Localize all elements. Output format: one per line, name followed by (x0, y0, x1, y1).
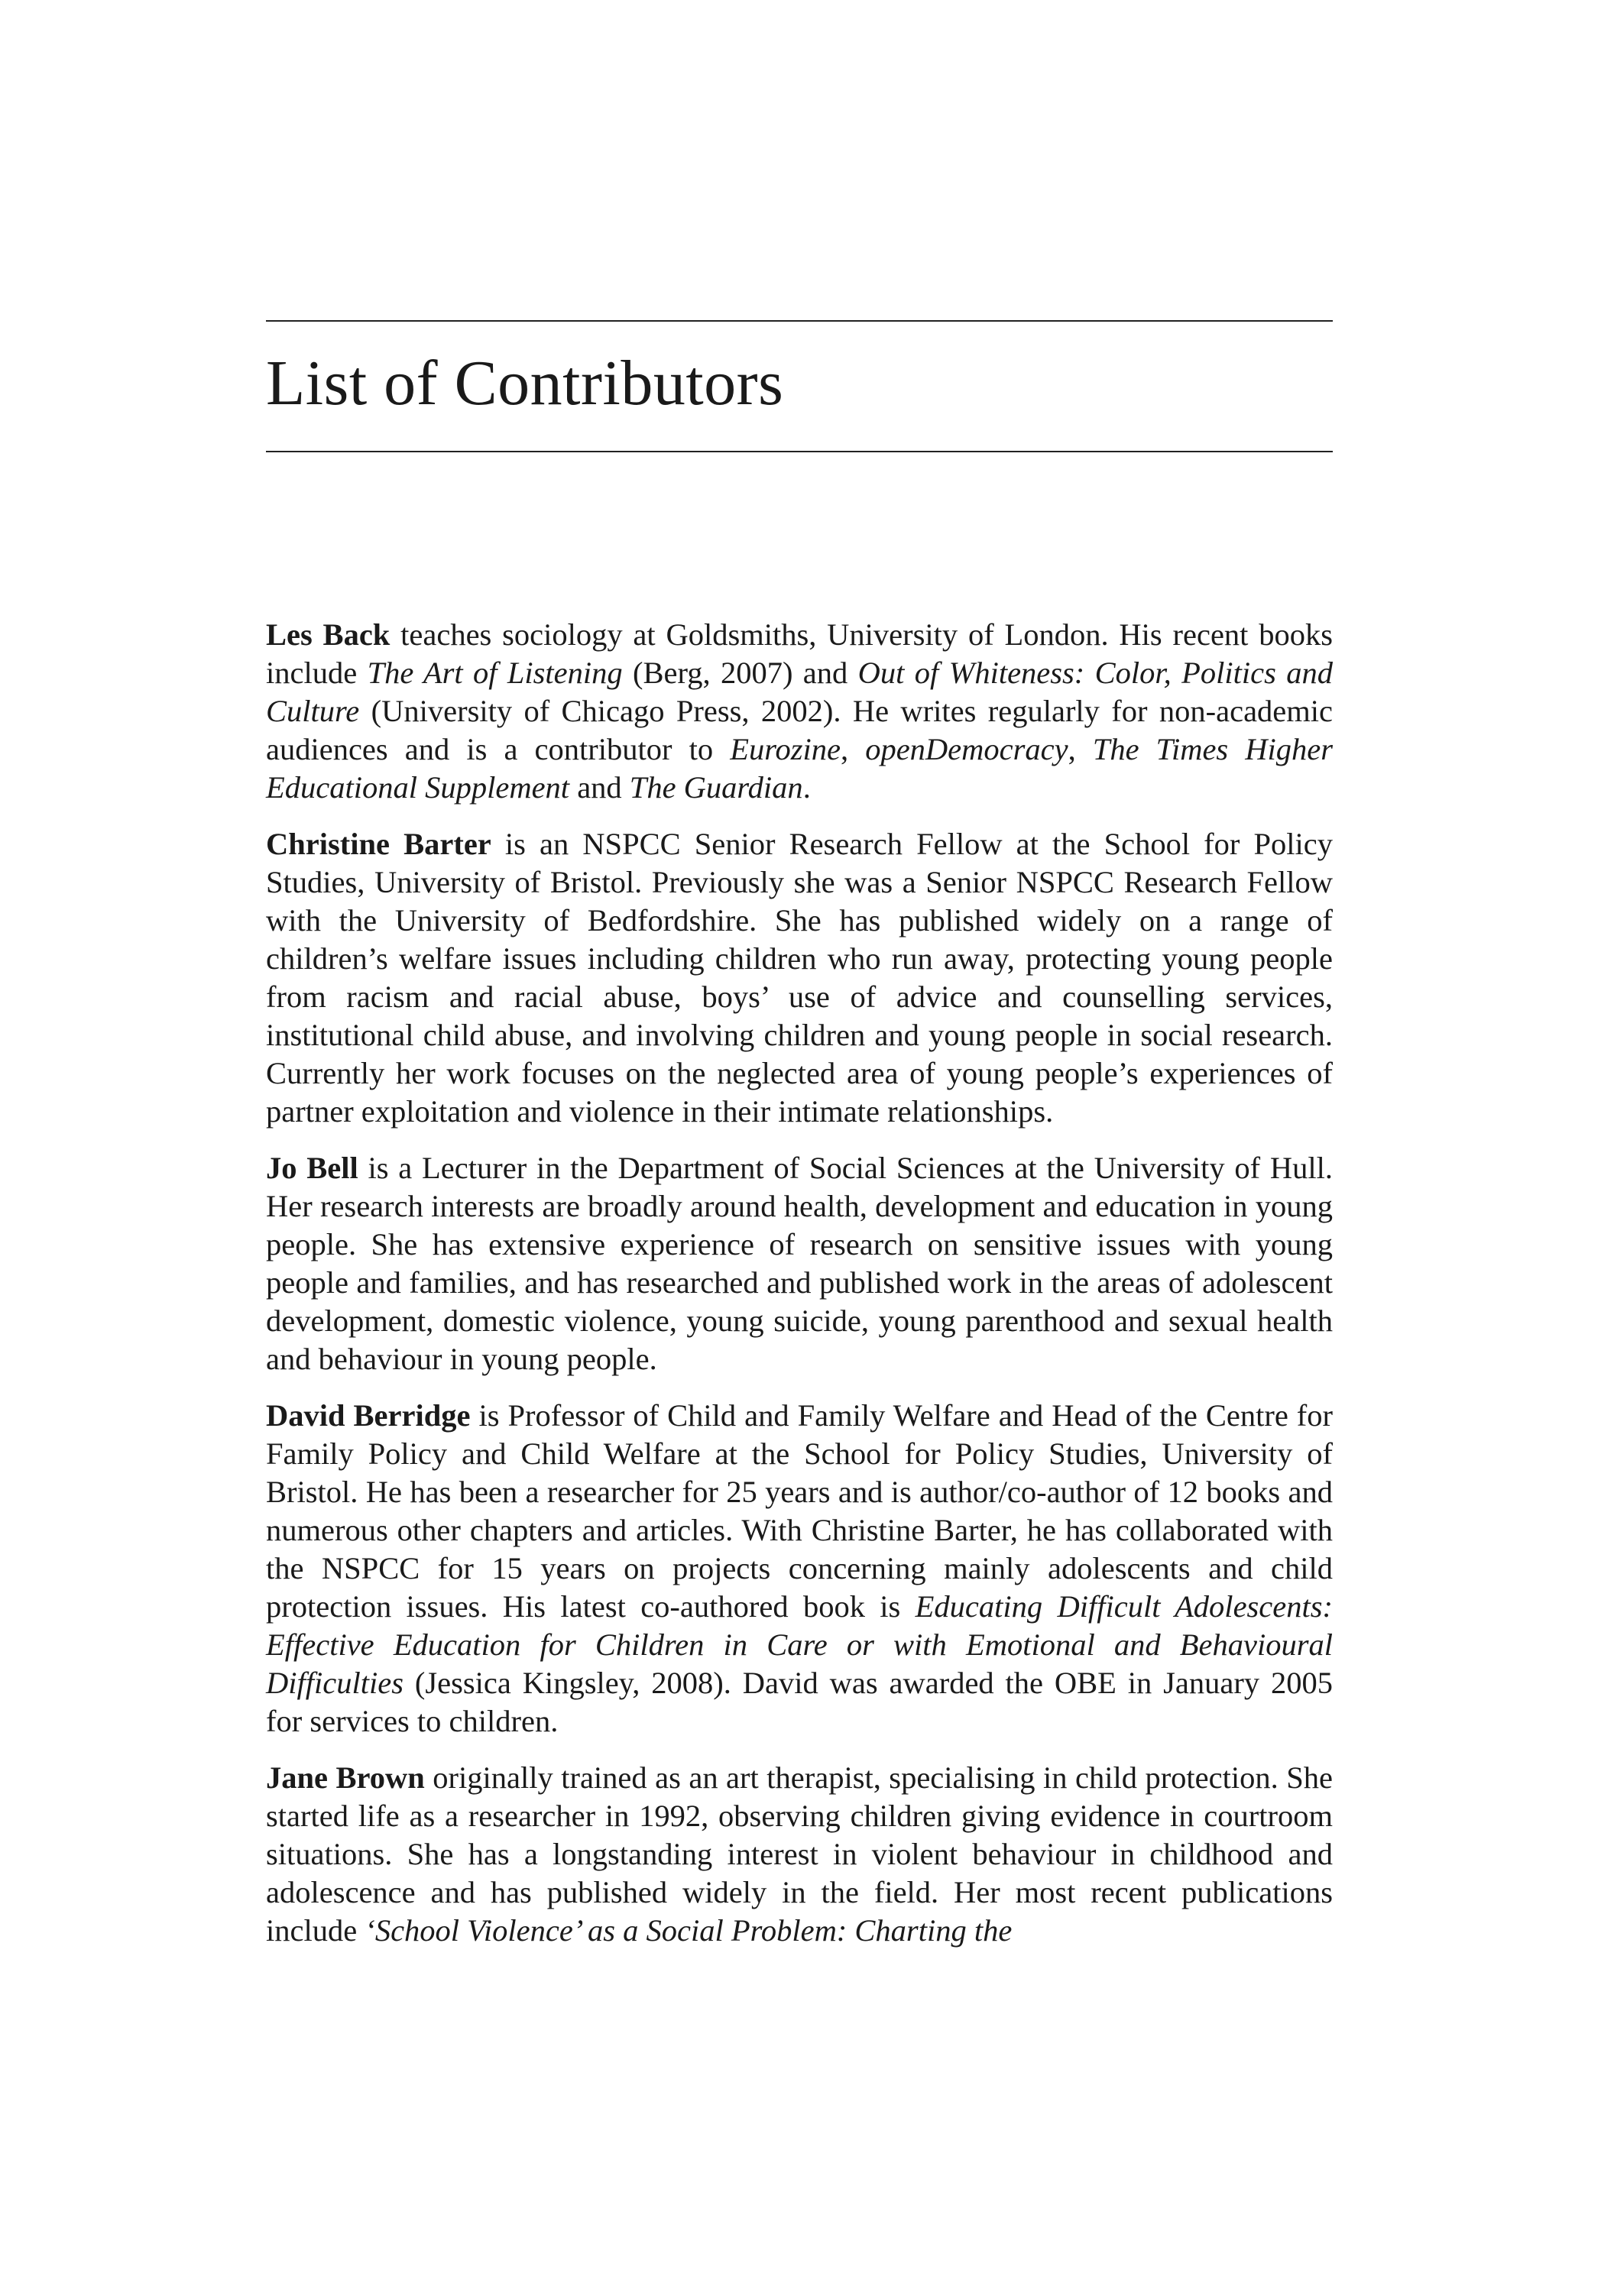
bio-text: teaches sociology at Goldsmiths, University of London. His recent books include (266, 617, 1333, 690)
italic-title: Out of Whiteness: Color, Politics and Culture (266, 656, 1333, 728)
contributor-name: Les Back (266, 617, 391, 652)
italic-title: ‘School Violence’ as a Social Problem: Charting the (365, 1913, 1013, 1948)
italic-title: The Guardian (629, 770, 803, 805)
bio-text: (University of Chicago Press, 2002). He writes regularly for non-academic audiences and is a contributor to (266, 694, 1333, 766)
contributor-entry (266, 616, 1333, 807)
bio-text: is a Lecturer in the Department of Social Sciences at the University of Hull. Her research interests are broadly around health, development and education in young people. She has extensive experience of research on sensitive issues with young people and families, and has researched and published work in the areas of adolescent development, domestic violence, young suicide, young parenthood and sexual health and behaviour in young people. (266, 1151, 1333, 1376)
contributor-entry (266, 1397, 1333, 1741)
contributor-entry (266, 1759, 1333, 1950)
bio-text: is Professor of Child and Family Welfare and Head of the Centre for Family Policy and Child Welfare at the School for Policy Studies, University of Bristol. He has been a researcher for 25 years and is author/​co-author of 12 books and numerous other chapters and articles. With Christine Barter, he has collaborated with the NSPCC for 15 years on projects concerning mainly adolescents and child protection issues. His latest co-authored book is (266, 1398, 1333, 1624)
italic-title: Educating Difficult Adolescents: Effective Education for Children in Care or with Emotional and Behavioural Difficulties (266, 1589, 1334, 1700)
contributor-entry (266, 825, 1333, 1131)
italic-title: The Times Higher Educational Supplement (266, 732, 1334, 805)
contributor-name: David Berridge (266, 1398, 471, 1433)
bio-text: originally trained as an art therapist, specialising in child protection. She started life as a researcher in 1992, observing children giving evidence in courtroom situations. She has a longstanding interest in violent behaviour in childhood and adolescence and has published widely in the field. Her most recent publications include (266, 1760, 1333, 1948)
contributor-name: Jane Brown (266, 1760, 425, 1795)
bio-text: , (840, 732, 866, 766)
bio-text: (Berg, 2007) and (622, 656, 858, 690)
bio-text: . (802, 770, 811, 805)
bio-text: , (1068, 732, 1093, 766)
bio-text: is an NSPCC Senior Research Fellow at the School for Policy Studies, University of Bristol. Previously she was a Senior NSPCC Research Fellow with the University of Bedfordshire. She has published widely on a range of children’s welfare issues including children who run away, protecting young people from racism and racial abuse, boys’ use of advice and counselling services, institutional child abuse, and involving children and young people in social research. Currently her work focuses on the neglected area of young people’s experiences of partner exploitation and violence in their intimate relationships. (266, 827, 1333, 1129)
bio-text: and (569, 770, 630, 805)
title-rule-top (266, 320, 1333, 322)
italic-title: The Art of Listening (367, 656, 623, 690)
contributor-name: Jo Bell (266, 1151, 358, 1185)
contributor-name: Christine Barter (266, 827, 491, 861)
title-rule-bottom (266, 451, 1333, 452)
contributor-entry (266, 1149, 1333, 1378)
italic-title: Eurozine (730, 732, 841, 766)
italic-title: openDemocracy (865, 732, 1068, 766)
page-title: List of Contributors (266, 348, 784, 419)
bio-text: (Jessica Kingsley, 2008). David was awarded the OBE in January 2005 for services to children. (266, 1666, 1333, 1738)
contributors-list (266, 616, 1333, 1968)
